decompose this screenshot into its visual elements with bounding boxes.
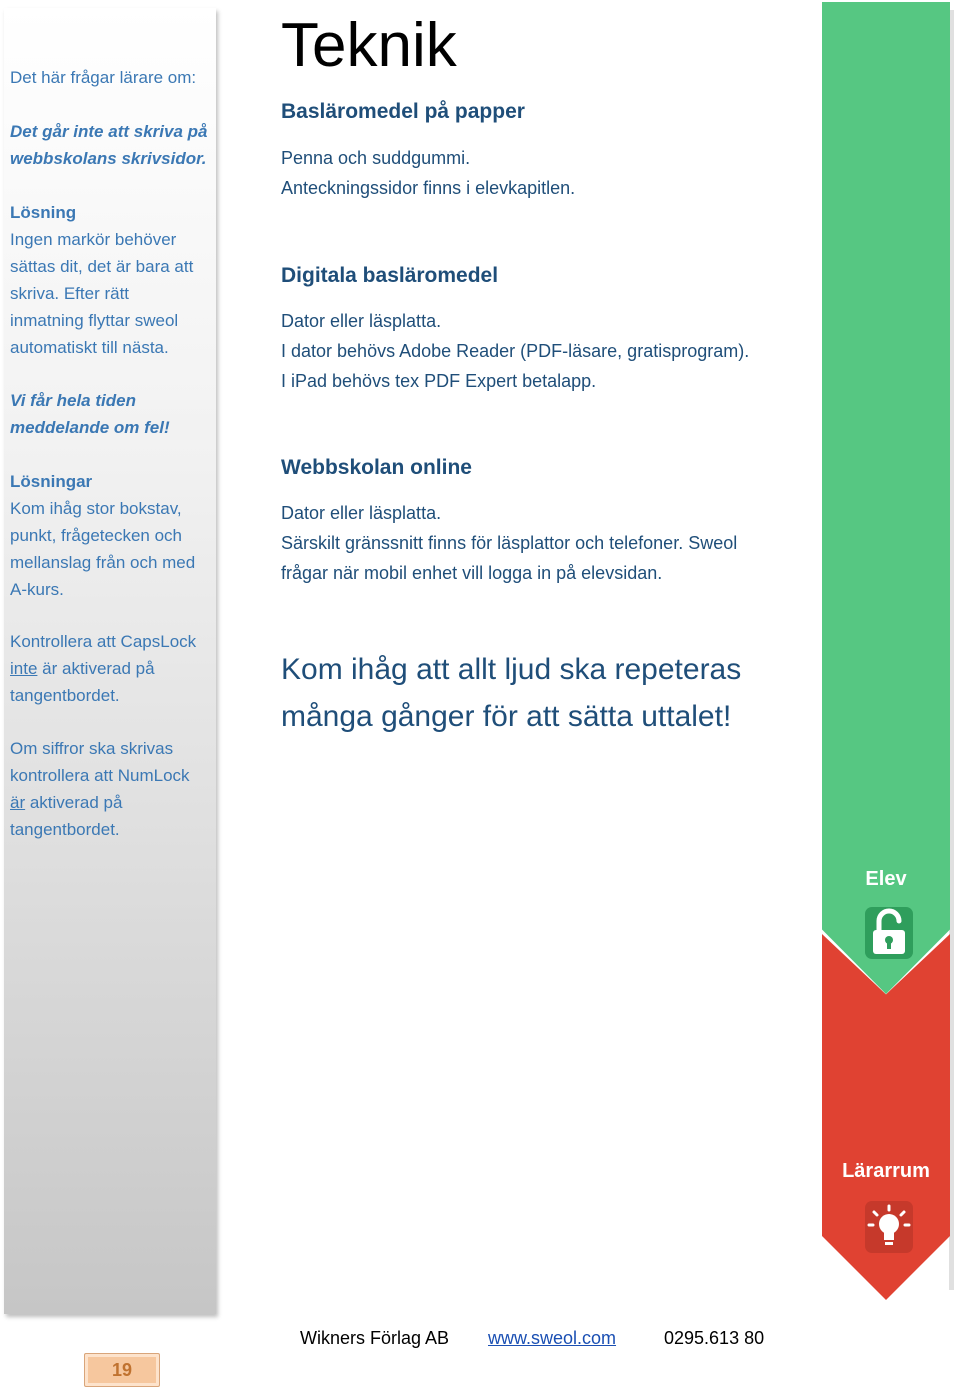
tip-line: kontrollera att NumLock xyxy=(10,766,190,785)
solution-errors xyxy=(10,468,215,603)
sidebar-title: Det här frågar lärare om: xyxy=(10,68,197,87)
solution-line: mellanslag från och med xyxy=(10,553,196,572)
solution-line: automatiskt till nästa. xyxy=(10,338,169,357)
page-number: 19 xyxy=(84,1353,160,1387)
underlined-word: är xyxy=(10,793,26,812)
tip-text: är aktiverad på xyxy=(37,659,155,678)
tip-line xyxy=(10,655,215,682)
body-line: Dator eller läsplatta. xyxy=(281,311,442,331)
solution-line: Kom ihåg stor bokstav, xyxy=(10,499,182,518)
body-line: Anteckningssidor finns i elevkapitlen. xyxy=(281,178,576,198)
section-body-online xyxy=(281,498,801,588)
solution-writing xyxy=(10,199,215,361)
body-line: I iPad behövs tex PDF Expert betalapp. xyxy=(281,371,597,391)
body-line: Dator eller läsplatta. xyxy=(281,503,442,523)
solution-line: A-kurs. xyxy=(10,580,64,599)
solution-line: sättas dit, det är bara att xyxy=(10,257,194,276)
body-line: Penna och suddgummi. xyxy=(281,148,471,168)
tip-line: Kontrollera att CapsLock xyxy=(10,632,197,651)
solution-line: skriva. Efter rätt xyxy=(10,284,130,303)
question-line: webbskolans skrivsidor. xyxy=(10,149,207,168)
teacher-room-label[interactable]: Lärarrum xyxy=(842,1160,930,1182)
section-body-digital xyxy=(281,306,801,396)
question-errors xyxy=(10,387,215,441)
solution-line: Ingen markör behöver xyxy=(10,230,177,249)
reminder-line: många gånger för att sätta uttalet! xyxy=(281,700,732,733)
reminder-line: Kom ihåg att allt ljud ska repeteras xyxy=(281,653,742,686)
question-line: Det går inte att skriva på xyxy=(10,122,208,141)
unlocked-padlock-icon[interactable] xyxy=(864,906,914,958)
student-ribbon xyxy=(822,2,950,994)
body-line: frågar när mobil enhet vill logga in på elevsidan. xyxy=(281,563,663,583)
section-heading-paper: Basläromedel på papper xyxy=(281,100,525,123)
question-writing xyxy=(10,118,215,172)
section-heading-online: Webbskolan online xyxy=(281,456,472,479)
tip-line: tangentbordet. xyxy=(10,820,120,839)
sound-reminder xyxy=(281,646,801,740)
publisher-name: Wikners Förlag AB xyxy=(300,1328,450,1348)
section-body-paper xyxy=(281,143,801,203)
phone-number: 0295.613 80 xyxy=(664,1328,765,1348)
question-line: meddelande om fel! xyxy=(10,418,170,437)
solution-line: inmatning flyttar sweol xyxy=(10,311,179,330)
page-title: Teknik xyxy=(281,11,457,80)
section-heading-digital: Digitala basläromedel xyxy=(281,264,499,287)
solution-heading: Lösning xyxy=(10,203,77,222)
tip-line: Om siffror ska skrivas xyxy=(10,739,174,758)
body-line: Särskilt gränssnitt finns för läsplattor och telefoner. Sweol xyxy=(281,533,738,553)
student-label[interactable]: Elev xyxy=(865,868,907,890)
tip-line xyxy=(10,789,215,816)
underlined-word: inte xyxy=(10,659,38,678)
tip-line: tangentbordet. xyxy=(10,686,120,705)
question-line: Vi får hela tiden xyxy=(10,391,136,410)
numlock-tip xyxy=(10,735,215,843)
capslock-tip xyxy=(10,628,215,709)
website-link[interactable]: www.sweol.com xyxy=(488,1328,617,1348)
body-line: I dator behövs Adobe Reader (PDF-läsare, gratisprogram). xyxy=(281,341,750,361)
solution-heading: Lösningar xyxy=(10,472,93,491)
sidebar-panel xyxy=(4,8,216,1314)
tip-text: aktiverad på xyxy=(25,793,123,812)
lightbulb-icon[interactable] xyxy=(864,1200,914,1252)
solution-line: punkt, frågetecken och xyxy=(10,526,183,545)
